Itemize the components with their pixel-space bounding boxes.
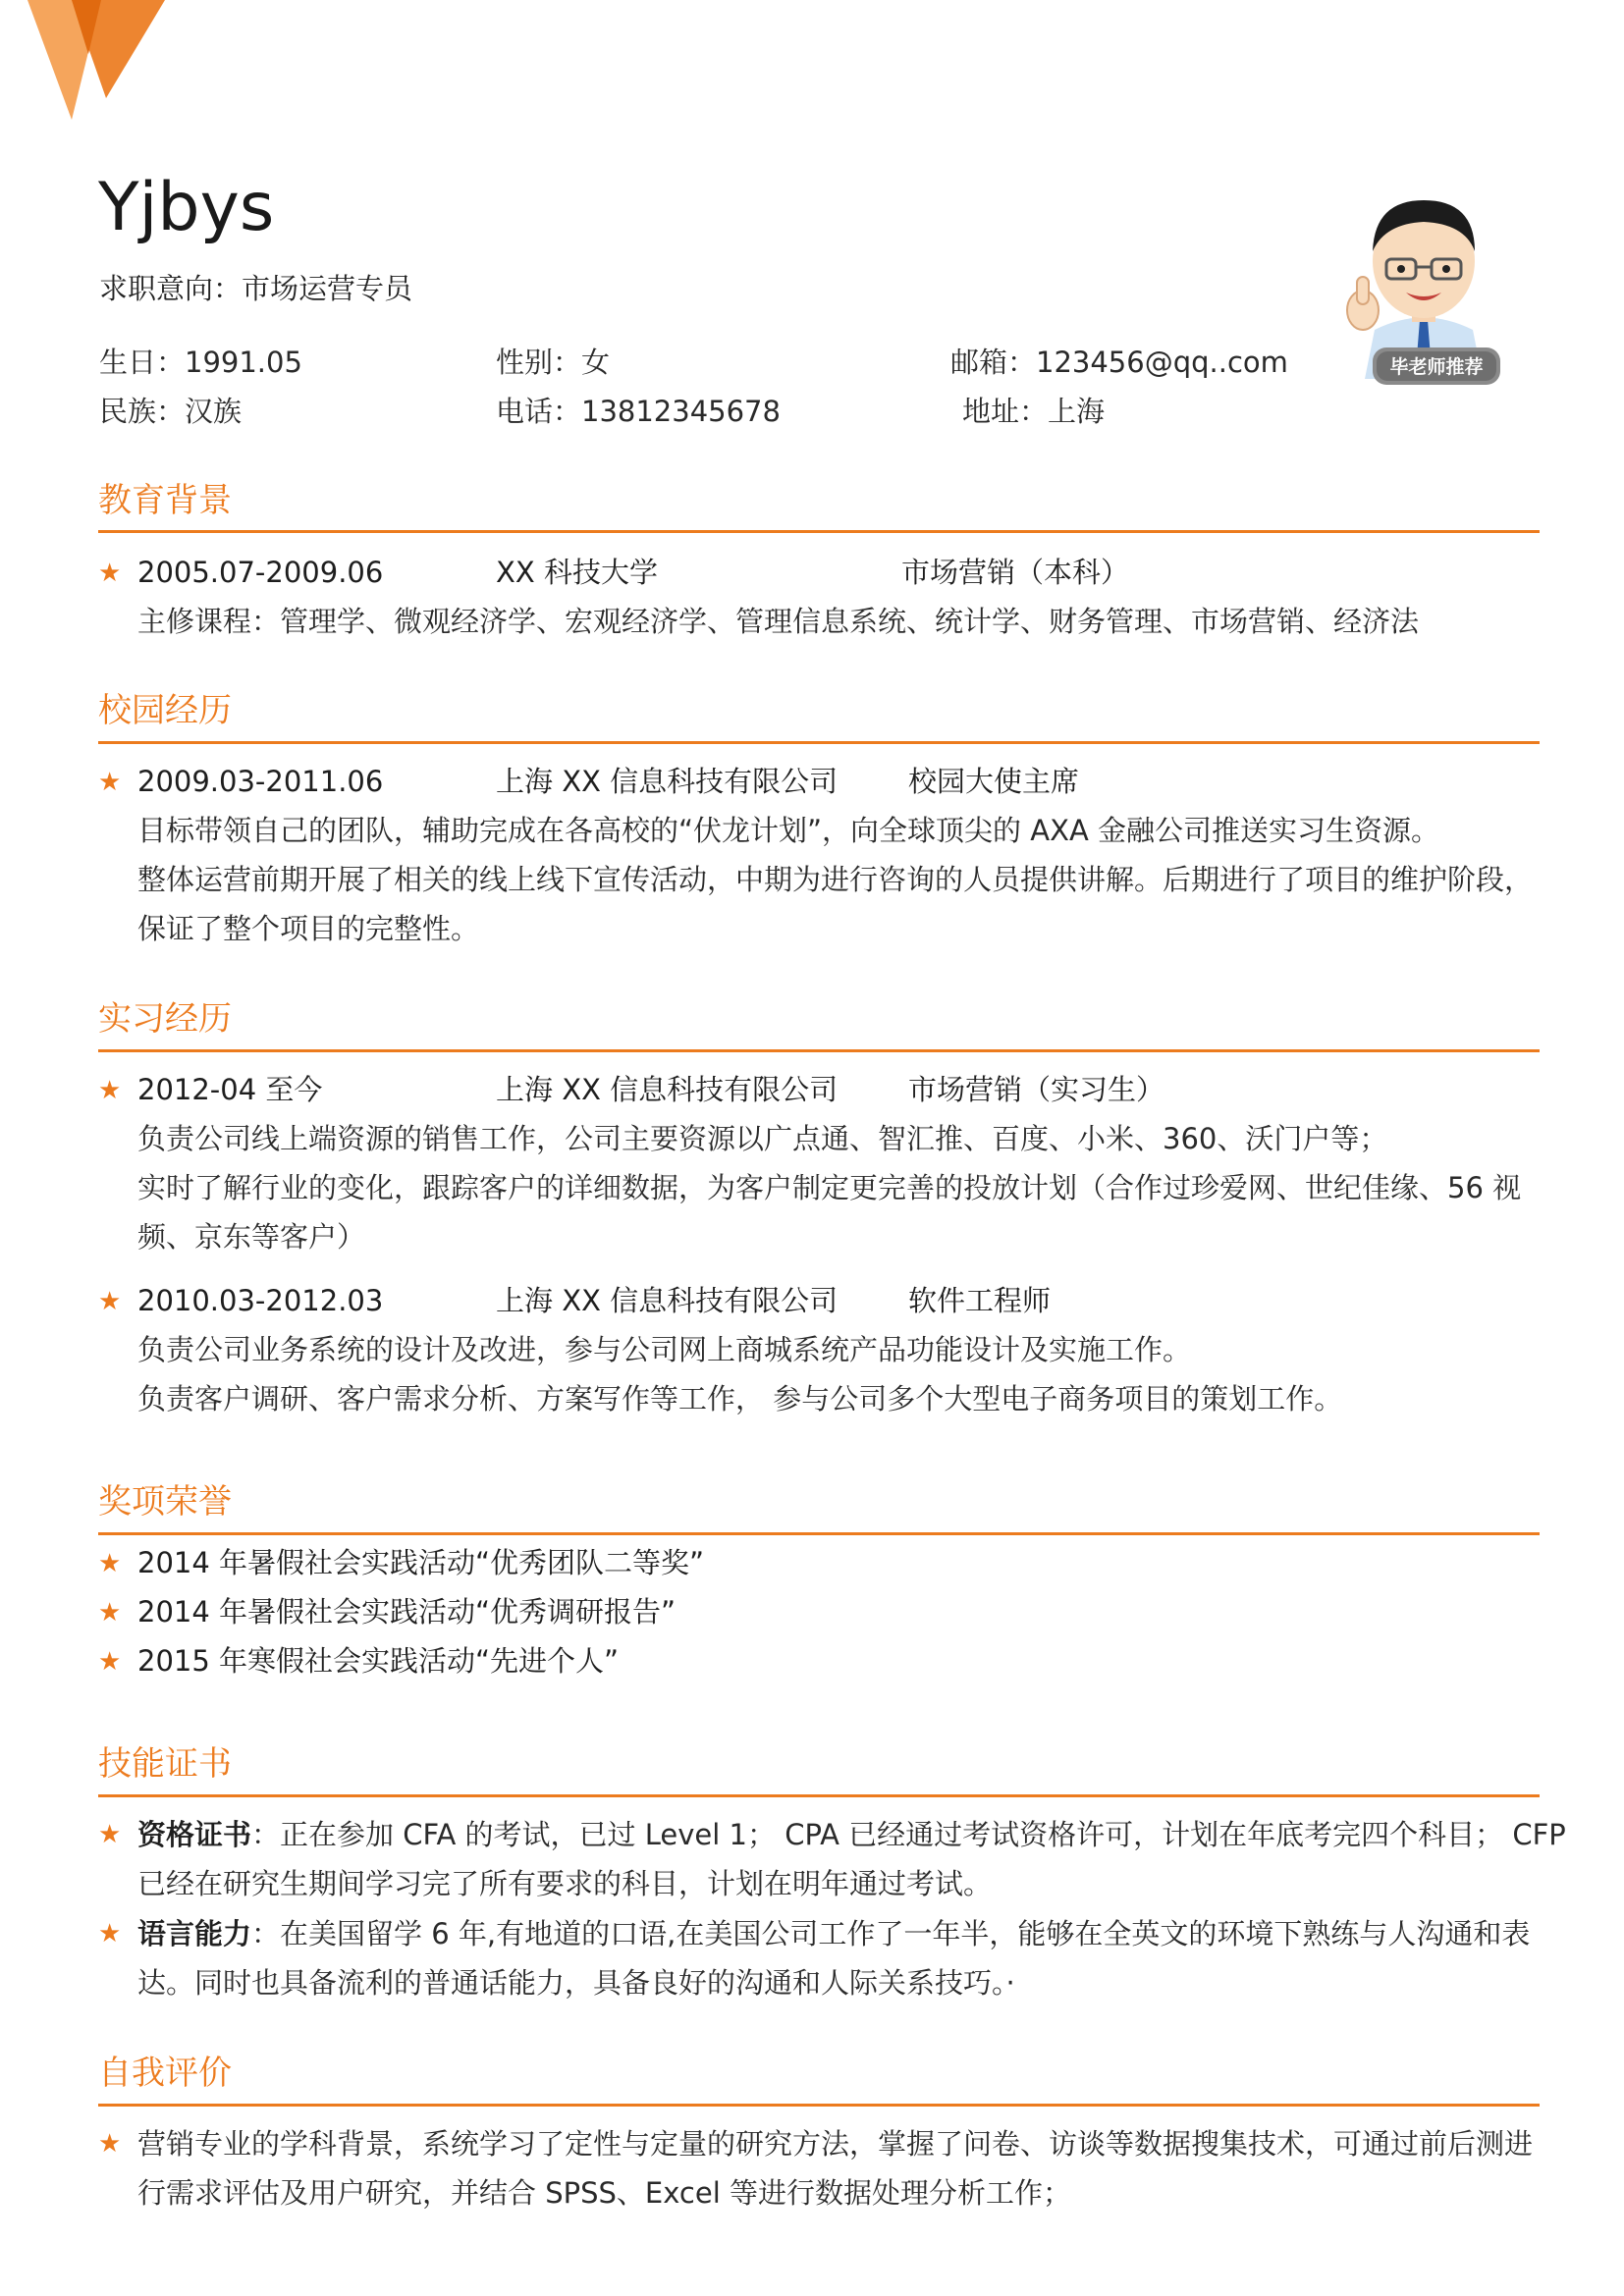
section-divider bbox=[98, 741, 1540, 744]
skill-line: 已经在研究生期间学习完了所有要求的科目，计划在明年通过考试。 bbox=[137, 1867, 993, 1900]
section-title-internship: 实习经历 bbox=[98, 999, 232, 1039]
address-info: 地址：上海 bbox=[962, 395, 1106, 428]
corner-logo-icon bbox=[27, 0, 175, 120]
star-bullet-icon: ★ bbox=[98, 2129, 122, 2159]
intern-role: 市场营销（实习生） bbox=[908, 1073, 1165, 1106]
resume-name: Yjbys bbox=[98, 169, 275, 246]
campus-line: 保证了整个项目的完整性。 bbox=[137, 912, 480, 945]
edu-courses-line: 主修课程：管理学、微观经济学、宏观经济学、管理信息系统、统计学、财务管理、市场营销、经济法 bbox=[137, 605, 1420, 638]
edu-period: 2005.07-2009.06 bbox=[137, 556, 384, 589]
self-eval-line: 营销专业的学科背景，系统学习了定性与定量的研究方法，掌握了问卷、访谈等数据搜集技术，可通过前后测进 bbox=[137, 2127, 1534, 2161]
star-bullet-icon: ★ bbox=[98, 1820, 122, 1849]
section-divider bbox=[98, 530, 1540, 533]
star-bullet-icon: ★ bbox=[98, 1647, 122, 1677]
intern-line: 负责客户调研、客户需求分析、方案写作等工作， 参与公司多个大型电子商务项目的策划工作。 bbox=[137, 1382, 1343, 1415]
self-eval-line: 行需求评估及用户研究，并结合 SPSS、Excel 等进行数据处理分析工作； bbox=[137, 2176, 1071, 2210]
star-bullet-icon: ★ bbox=[98, 768, 122, 797]
edu-courses bbox=[137, 597, 1542, 646]
star-bullet-icon: ★ bbox=[98, 1076, 122, 1105]
star-bullet-icon: ★ bbox=[98, 559, 122, 588]
intern-line: 负责公司线上端资源的销售工作，公司主要资源以广点通、智汇推、百度、小米、360、沃门户等； bbox=[137, 1122, 1388, 1155]
section-title-self-eval: 自我评价 bbox=[98, 2054, 232, 2093]
skill-line: ：在美国留学 6 年,有地道的口语,在美国公司工作了一年半，能够在全英文的环境下熟练与人沟通和表 bbox=[251, 1917, 1531, 1950]
section-divider bbox=[98, 1532, 1540, 1535]
section-divider bbox=[98, 1794, 1540, 1797]
star-bullet-icon: ★ bbox=[98, 1919, 122, 1949]
award-item: 2014 年暑假社会实践活动“优秀团队二等奖” bbox=[137, 1546, 705, 1579]
email-info: 邮箱：123456@qq..com bbox=[950, 346, 1288, 379]
intern-period: 2010.03-2012.03 bbox=[137, 1284, 384, 1317]
edu-school: XX 科技大学 bbox=[496, 556, 658, 589]
campus-line: 整体运营前期开展了相关的线上线下宣传活动，中期为进行咨询的人员提供讲解。后期进行了项目的维护阶段， bbox=[137, 863, 1534, 896]
edu-major: 市场营销（本科） bbox=[901, 556, 1130, 589]
section-title-campus: 校园经历 bbox=[98, 691, 232, 730]
skill-label: 资格证书 bbox=[137, 1818, 252, 1851]
campus-period: 2009.03-2011.06 bbox=[137, 765, 384, 798]
intern-line: 实时了解行业的变化，跟踪客户的详细数据，为客户制定更完善的投放计划（合作过珍爱网、世纪佳缘、56 视 bbox=[137, 1171, 1522, 1204]
phone-info: 电话：13812345678 bbox=[496, 395, 781, 428]
star-bullet-icon: ★ bbox=[98, 1549, 122, 1578]
ethnicity-info: 民族：汉族 bbox=[99, 395, 243, 428]
section-title-awards: 奖项荣誉 bbox=[98, 1482, 232, 1522]
intern-description bbox=[137, 1325, 1542, 1423]
section-divider bbox=[98, 2104, 1540, 2107]
award-item: 2015 年寒假社会实践活动“先进个人” bbox=[137, 1644, 620, 1678]
intern-period: 2012-04 至今 bbox=[137, 1073, 323, 1106]
skill-line: 达。同时也具备流利的普通话能力，具备良好的沟通和人际关系技巧。· bbox=[137, 1966, 1015, 2000]
skill-label: 语言能力 bbox=[137, 1917, 252, 1950]
intern-org: 上海 XX 信息科技有限公司 bbox=[496, 1073, 839, 1106]
campus-org: 上海 XX 信息科技有限公司 bbox=[496, 765, 839, 798]
campus-line: 目标带领自己的团队，辅助完成在各高校的“伏龙计划”，向全球顶尖的 AXA 金融公司推送实习生资源。 bbox=[137, 814, 1440, 847]
section-divider bbox=[98, 1049, 1540, 1052]
avatar-badge: 毕老师推荐 bbox=[1389, 356, 1484, 378]
campus-role: 校园大使主席 bbox=[908, 765, 1080, 798]
avatar bbox=[1335, 183, 1512, 399]
star-bullet-icon: ★ bbox=[98, 1287, 122, 1316]
skill-certificate bbox=[137, 1810, 1566, 1908]
intern-org: 上海 XX 信息科技有限公司 bbox=[496, 1284, 839, 1317]
award-item: 2014 年暑假社会实践活动“优秀调研报告” bbox=[137, 1595, 677, 1629]
self-eval-description bbox=[137, 2119, 1542, 2217]
skill-line: ：正在参加 CFA 的考试，已过 Level 1； CPA 已经通过考试资格许可，计划在年底考完四个科目； CFP bbox=[251, 1818, 1566, 1851]
section-title-education: 教育背景 bbox=[98, 481, 232, 520]
intern-line: 频、京东等客户） bbox=[137, 1220, 366, 1254]
section-title-skills: 技能证书 bbox=[98, 1744, 232, 1784]
skill-language bbox=[137, 1909, 1542, 2007]
job-intent: 求职意向：市场运营专员 bbox=[99, 272, 413, 305]
gender-info: 性别：女 bbox=[496, 346, 611, 379]
campus-description bbox=[137, 806, 1542, 953]
intern-line: 负责公司业务系统的设计及改进，参与公司网上商城系统产品功能设计及实施工作。 bbox=[137, 1333, 1192, 1366]
birth-info: 生日：1991.05 bbox=[99, 346, 302, 379]
intern-description bbox=[137, 1114, 1542, 1261]
intern-role: 软件工程师 bbox=[908, 1284, 1052, 1317]
star-bullet-icon: ★ bbox=[98, 1598, 122, 1628]
